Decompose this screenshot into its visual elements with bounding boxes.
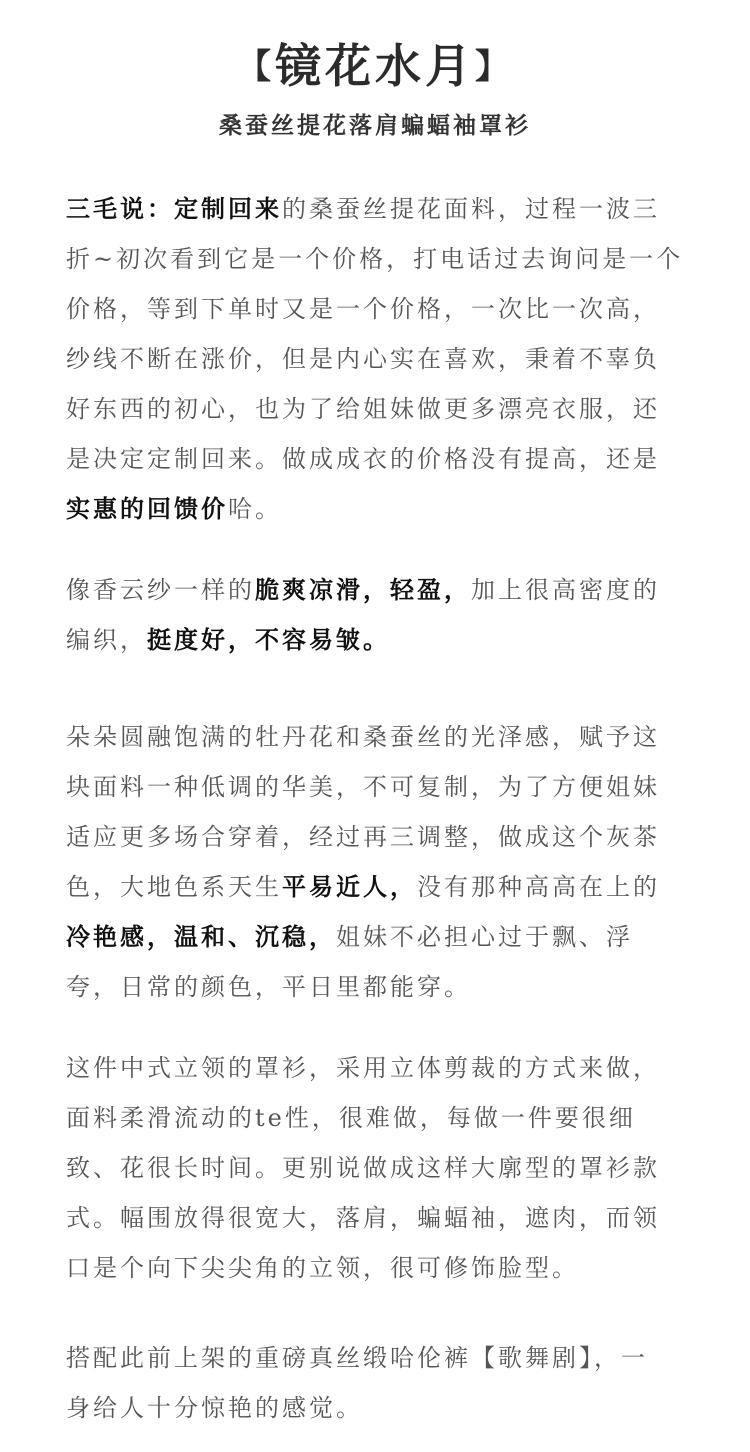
body-text: 搭配此前上架的重磅真丝缎哈伦裤【歌舞剧】，一 <box>66 1344 648 1372</box>
body-text: 色，大地色系天生 <box>66 873 282 901</box>
paragraph-pattern-color <box>66 712 706 1012</box>
text-line <box>66 434 706 484</box>
text-line <box>66 615 706 665</box>
text-line <box>66 334 706 384</box>
body-text: 哈。 <box>228 495 282 523</box>
page-title <box>0 36 750 97</box>
text-line <box>66 184 706 234</box>
text-line <box>66 962 706 1012</box>
paragraph-intro <box>66 184 706 534</box>
text-line <box>66 712 706 762</box>
body-text: 口是个向下尖尖角的立领，很可修饰脸型。 <box>66 1254 579 1282</box>
text-line <box>66 234 706 284</box>
body-text: 没有那种高高在上的 <box>417 873 660 901</box>
emphasis-text: 脆爽凉滑，轻盈， <box>255 575 471 604</box>
body-text: 面料柔滑流动的te性，很难做，每做一件要很细 <box>66 1104 636 1132</box>
text-line <box>66 565 706 615</box>
text-line <box>66 762 706 812</box>
body-text: 致、花很长时间。更别说做成这样大廓型的罩衫款 <box>66 1154 660 1182</box>
text-line <box>66 1383 706 1433</box>
paragraph-tailoring <box>66 1043 706 1293</box>
text-line <box>66 1243 706 1293</box>
body-text: 编织， <box>66 626 147 654</box>
body-text: 式。幅围放得很宽大，落肩，蝙蝠袖，遮肉，而领 <box>66 1204 660 1232</box>
body-text: 身给人十分惊艳的感觉。 <box>66 1394 363 1422</box>
title-open-bracket: 【 <box>237 47 275 87</box>
body-text: 像香云纱一样的 <box>66 576 255 604</box>
emphasis-text: 冷艳感，温和、沉稳， <box>66 922 336 951</box>
text-line <box>66 812 706 862</box>
body-text: 块面料一种低调的华美，不可复制，为了方便姐妹 <box>66 773 660 801</box>
body-text: 的桑蚕丝提花面料，过程一波三 <box>282 195 660 223</box>
text-line <box>66 1143 706 1193</box>
text-line <box>66 384 706 434</box>
text-line <box>66 912 706 962</box>
body-text: 这件中式立领的罩衫，采用立体剪裁的方式来做， <box>66 1054 660 1082</box>
body-text: 朵朵圆融饱满的牡丹花和桑蚕丝的光泽感，赋予这 <box>66 723 660 751</box>
body-text: 加上很高密度的 <box>471 576 660 604</box>
emphasis-text: 实惠的回馈价 <box>66 494 228 523</box>
title-text: 镜花水月 <box>275 39 475 93</box>
body-text: 姐妹不必担心过于飘、浮 <box>336 923 633 951</box>
emphasis-text: 定制回来 <box>174 194 282 223</box>
emphasis-text: 三毛说： <box>66 194 174 223</box>
paragraph-texture <box>66 565 706 665</box>
title-close-bracket: 】 <box>475 47 513 87</box>
body-text: 好东西的初心，也为了给姐妹做更多漂亮衣服，还 <box>66 395 660 423</box>
body-text: 适应更多场合穿着，经过再三调整，做成这个灰茶 <box>66 823 660 851</box>
page-subtitle: 桑蚕丝提花落肩蝙蝠袖罩衫 <box>219 112 531 139</box>
text-line <box>66 1333 706 1383</box>
text-line <box>66 1043 706 1093</box>
paragraph-pairing <box>66 1333 706 1433</box>
body-text: 是决定定制回来。做成成衣的价格没有提高，还是 <box>66 445 660 473</box>
text-line <box>66 284 706 334</box>
body-text: 折~初次看到它是一个价格，打电话过去询问是一个 <box>66 245 684 273</box>
text-line <box>66 862 706 912</box>
body-text: 价格，等到下单时又是一个价格，一次比一次高， <box>66 295 660 323</box>
emphasis-text: 挺度好，不容易皱。 <box>147 625 390 654</box>
text-line <box>66 1093 706 1143</box>
emphasis-text: 平易近人， <box>282 872 417 901</box>
text-line <box>66 1193 706 1243</box>
body-text: 夸，日常的颜色，平日里都能穿。 <box>66 973 471 1001</box>
body-text: 纱线不断在涨价，但是内心实在喜欢，秉着不辜负 <box>66 345 660 373</box>
text-line <box>66 484 706 534</box>
